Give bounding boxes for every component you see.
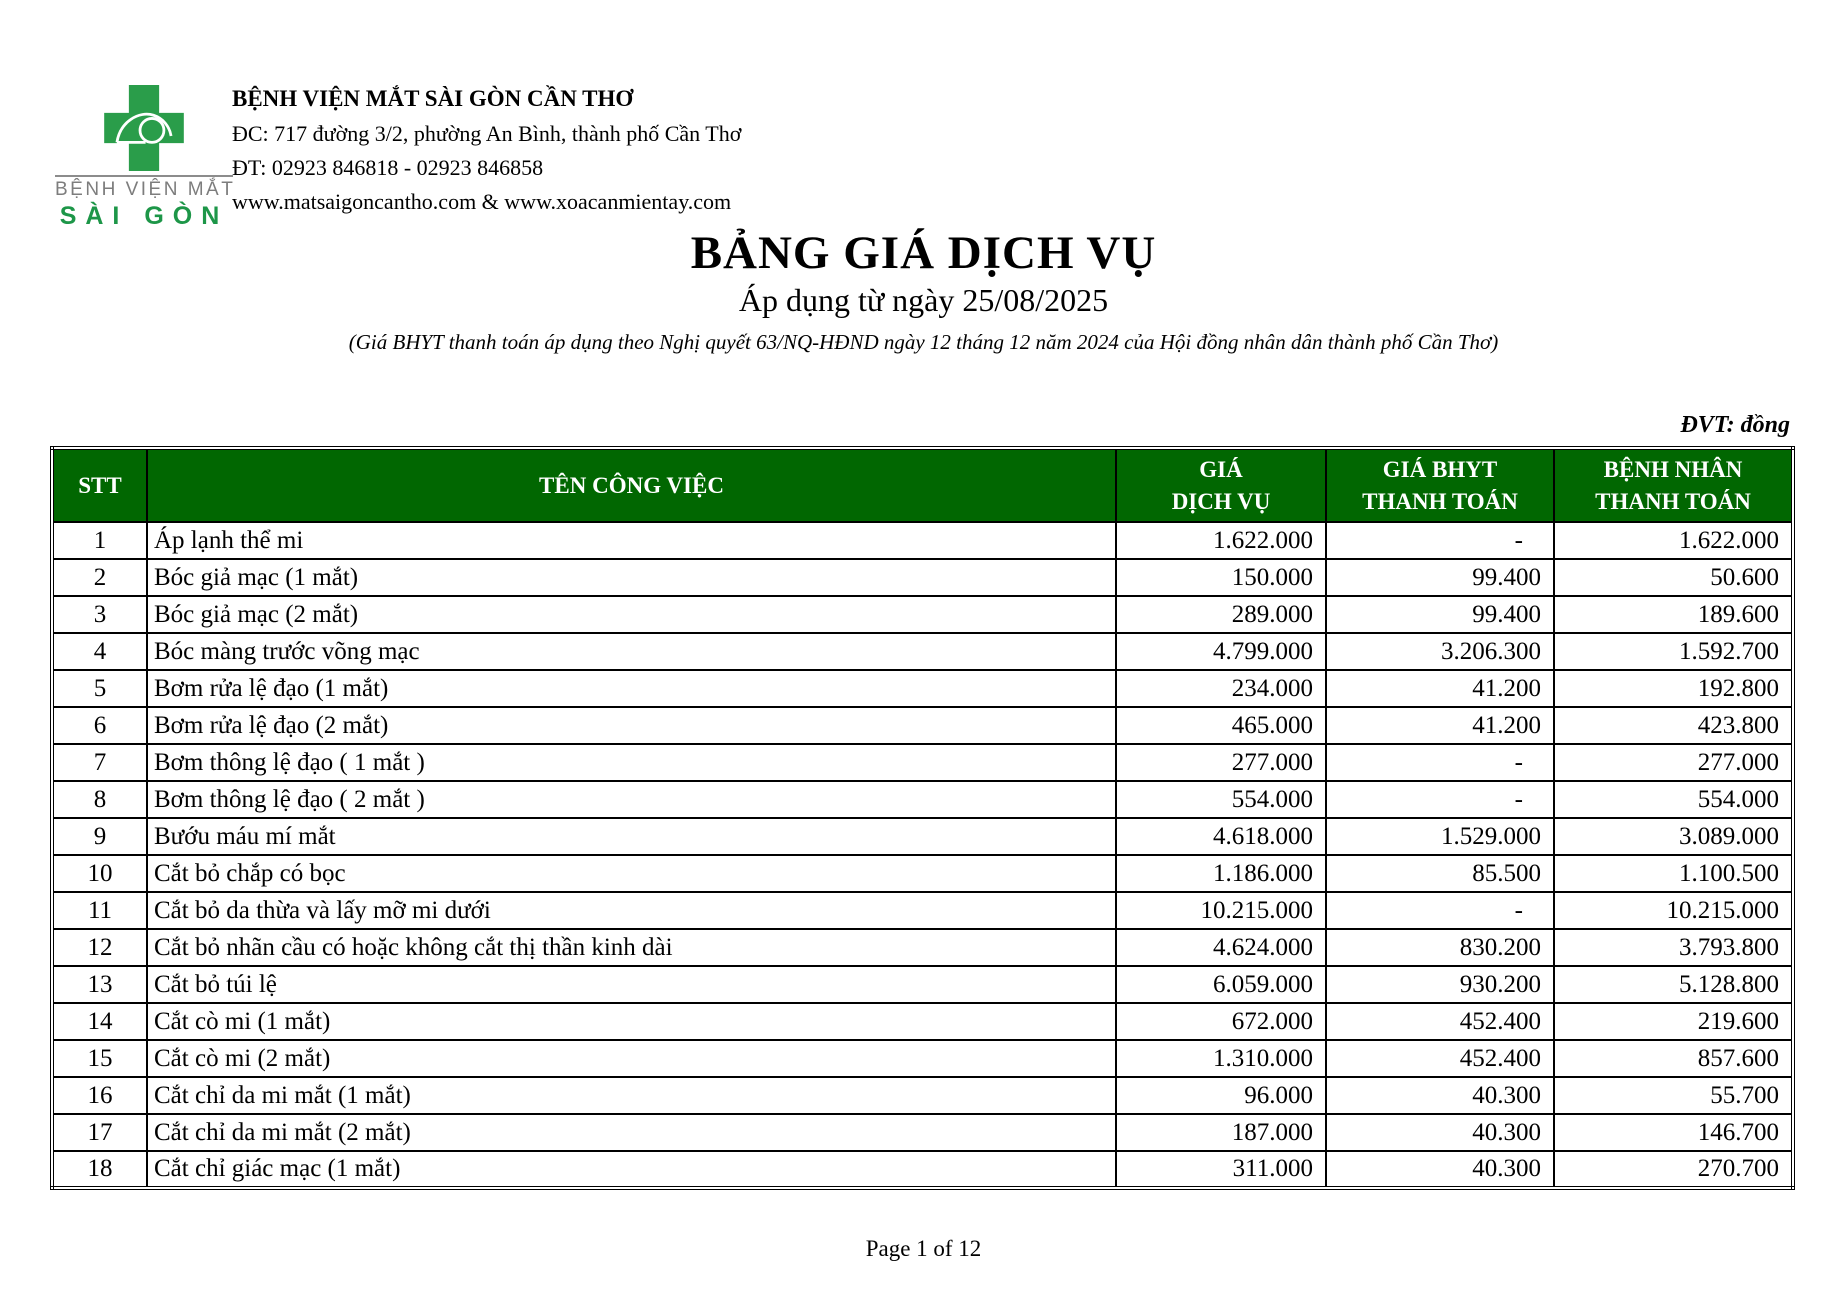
logo-text-sai-gon: SÀI GÒN bbox=[59, 202, 229, 230]
bhyt-note: (Giá BHYT thanh toán áp dụng theo Nghị quyết 63/NQ-HĐND ngày 12 tháng 12 năm 2024 của Hội đồng nhân dân thành phố Cần Thơ) bbox=[348, 330, 1499, 354]
row-benh-nhan: 189.600 bbox=[1554, 596, 1793, 633]
row-benh-nhan: 219.600 bbox=[1554, 1003, 1793, 1040]
row-benh-nhan: 1.100.500 bbox=[1554, 855, 1793, 892]
row-benh-nhan: 1.592.700 bbox=[1554, 633, 1793, 670]
row-name: Cắt chỉ giác mạc (1 mắt) bbox=[147, 1151, 1116, 1188]
row-name: Cắt chỉ da mi mắt (2 mắt) bbox=[147, 1114, 1116, 1151]
row-benh-nhan: 3.089.000 bbox=[1554, 818, 1793, 855]
row-benh-nhan: 192.800 bbox=[1554, 670, 1793, 707]
row-gia-bhyt: 99.400 bbox=[1326, 596, 1554, 633]
row-gia-dich-vu: 554.000 bbox=[1116, 781, 1326, 818]
col-header-benh-nhan bbox=[1554, 448, 1793, 522]
row-stt: 8 bbox=[52, 781, 147, 818]
row-gia-bhyt: 40.300 bbox=[1326, 1151, 1554, 1188]
row-name: Bơm rửa lệ đạo (2 mắt) bbox=[147, 707, 1116, 744]
row-gia-bhyt: 1.529.000 bbox=[1326, 818, 1554, 855]
row-benh-nhan: 10.215.000 bbox=[1554, 892, 1793, 929]
hospital-phone: ĐT: 02923 846818 - 02923 846858 bbox=[232, 155, 544, 180]
row-name: Cắt bỏ chắp có bọc bbox=[147, 855, 1116, 892]
col-header-line: GIÁ BHYT bbox=[1382, 457, 1498, 483]
row-benh-nhan: 270.700 bbox=[1554, 1151, 1793, 1188]
row-gia-dich-vu: 187.000 bbox=[1116, 1114, 1326, 1151]
row-name: Cắt cò mi (2 mắt) bbox=[147, 1040, 1116, 1077]
row-gia-bhyt: 41.200 bbox=[1326, 670, 1554, 707]
row-benh-nhan: 423.800 bbox=[1554, 707, 1793, 744]
row-gia-bhyt: 830.200 bbox=[1326, 929, 1554, 966]
row-name: Bóc màng trước võng mạc bbox=[147, 633, 1116, 670]
col-header-gia-dich-vu bbox=[1116, 448, 1326, 522]
hospital-logo bbox=[55, 85, 236, 231]
table-row bbox=[52, 929, 1793, 966]
row-gia-bhyt: 40.300 bbox=[1326, 1114, 1554, 1151]
row-gia-dich-vu: 4.624.000 bbox=[1116, 929, 1326, 966]
table-row bbox=[52, 1114, 1793, 1151]
row-name: Bóc giả mạc (2 mắt) bbox=[147, 596, 1116, 633]
row-gia-bhyt: 99.400 bbox=[1326, 559, 1554, 596]
row-gia-bhyt: - bbox=[1326, 781, 1554, 818]
table-row bbox=[52, 596, 1793, 633]
row-name: Cắt bỏ túi lệ bbox=[147, 966, 1116, 1003]
col-header-line: GIÁ bbox=[1199, 457, 1243, 483]
row-stt: 2 bbox=[52, 559, 147, 596]
row-stt: 14 bbox=[52, 1003, 147, 1040]
row-name: Cắt cò mi (1 mắt) bbox=[147, 1003, 1116, 1040]
logo-text-benh-vien-mat: BỆNH VIỆN MẮT bbox=[55, 179, 236, 200]
row-gia-dich-vu: 4.799.000 bbox=[1116, 633, 1326, 670]
hospital-address: ĐC: 717 đường 3/2, phường An Bình, thành phố Cần Thơ bbox=[232, 121, 742, 146]
row-gia-dich-vu: 1.622.000 bbox=[1116, 522, 1326, 559]
row-benh-nhan: 277.000 bbox=[1554, 744, 1793, 781]
table-row bbox=[52, 559, 1793, 596]
table-row bbox=[52, 670, 1793, 707]
row-gia-dich-vu: 1.310.000 bbox=[1116, 1040, 1326, 1077]
row-gia-dich-vu: 289.000 bbox=[1116, 596, 1326, 633]
unit-label: ĐVT: đồng bbox=[1680, 412, 1790, 438]
row-benh-nhan: 55.700 bbox=[1554, 1077, 1793, 1114]
table-row bbox=[52, 1040, 1793, 1077]
letterhead bbox=[232, 86, 741, 223]
row-stt: 10 bbox=[52, 855, 147, 892]
row-stt: 9 bbox=[52, 818, 147, 855]
col-header-gia-bhyt bbox=[1326, 448, 1554, 522]
row-name: Bơm rửa lệ đạo (1 mắt) bbox=[147, 670, 1116, 707]
table-row bbox=[52, 966, 1793, 1003]
col-header-line: THANH TOÁN bbox=[1595, 488, 1751, 514]
hospital-name: BỆNH VIỆN MẮT SÀI GÒN CẦN THƠ bbox=[232, 86, 634, 111]
table-header-row bbox=[52, 448, 1793, 522]
row-name: Cắt bỏ da thừa và lấy mỡ mi dưới bbox=[147, 892, 1116, 929]
row-gia-dich-vu: 150.000 bbox=[1116, 559, 1326, 596]
table-row bbox=[52, 744, 1793, 781]
row-gia-bhyt: 85.500 bbox=[1326, 855, 1554, 892]
row-name: Cắt chỉ da mi mắt (1 mắt) bbox=[147, 1077, 1116, 1114]
row-stt: 4 bbox=[52, 633, 147, 670]
row-gia-bhyt: 452.400 bbox=[1326, 1040, 1554, 1077]
row-stt: 1 bbox=[52, 522, 147, 559]
col-header-stt: STT bbox=[52, 448, 147, 522]
row-gia-dich-vu: 10.215.000 bbox=[1116, 892, 1326, 929]
row-benh-nhan: 857.600 bbox=[1554, 1040, 1793, 1077]
row-benh-nhan: 50.600 bbox=[1554, 559, 1793, 596]
row-gia-bhyt: - bbox=[1326, 744, 1554, 781]
table-row bbox=[52, 1151, 1793, 1188]
row-benh-nhan: 1.622.000 bbox=[1554, 522, 1793, 559]
row-gia-bhyt: 40.300 bbox=[1326, 1077, 1554, 1114]
col-header-line: THANH TOÁN bbox=[1362, 488, 1518, 514]
table-row bbox=[52, 855, 1793, 892]
row-stt: 6 bbox=[52, 707, 147, 744]
row-stt: 3 bbox=[52, 596, 147, 633]
eye-cross-icon bbox=[104, 85, 184, 171]
row-gia-bhyt: 3.206.300 bbox=[1326, 633, 1554, 670]
table-row bbox=[52, 707, 1793, 744]
row-gia-dich-vu: 234.000 bbox=[1116, 670, 1326, 707]
row-gia-dich-vu: 277.000 bbox=[1116, 744, 1326, 781]
page-number: Page 1 of 12 bbox=[865, 1236, 982, 1261]
row-stt: 17 bbox=[52, 1114, 147, 1151]
row-benh-nhan: 146.700 bbox=[1554, 1114, 1793, 1151]
row-gia-dich-vu: 672.000 bbox=[1116, 1003, 1326, 1040]
logo-divider bbox=[55, 175, 233, 177]
row-stt: 13 bbox=[52, 966, 147, 1003]
price-table-body bbox=[52, 522, 1793, 1188]
effective-date: Áp dụng từ ngày 25/08/2025 bbox=[738, 282, 1109, 318]
row-name: Bướu máu mí mắt bbox=[147, 818, 1116, 855]
row-gia-dich-vu: 96.000 bbox=[1116, 1077, 1326, 1114]
row-stt: 5 bbox=[52, 670, 147, 707]
row-gia-bhyt: 452.400 bbox=[1326, 1003, 1554, 1040]
row-gia-dich-vu: 311.000 bbox=[1116, 1151, 1326, 1188]
table-row bbox=[52, 781, 1793, 818]
row-benh-nhan: 3.793.800 bbox=[1554, 929, 1793, 966]
row-name: Bóc giả mạc (1 mắt) bbox=[147, 559, 1116, 596]
table-row bbox=[52, 633, 1793, 670]
row-benh-nhan: 554.000 bbox=[1554, 781, 1793, 818]
col-header-line: DỊCH VỤ bbox=[1171, 488, 1271, 514]
row-stt: 12 bbox=[52, 929, 147, 966]
row-gia-bhyt: 41.200 bbox=[1326, 707, 1554, 744]
row-gia-bhyt: 930.200 bbox=[1326, 966, 1554, 1003]
row-gia-dich-vu: 465.000 bbox=[1116, 707, 1326, 744]
row-stt: 16 bbox=[52, 1077, 147, 1114]
row-benh-nhan: 5.128.800 bbox=[1554, 966, 1793, 1003]
table-row bbox=[52, 818, 1793, 855]
row-stt: 7 bbox=[52, 744, 147, 781]
hospital-websites: www.matsaigoncantho.com & www.xoacanmientay.com bbox=[232, 189, 732, 214]
table-row bbox=[52, 522, 1793, 559]
table-row bbox=[52, 1003, 1793, 1040]
table-row bbox=[52, 1077, 1793, 1114]
row-gia-dich-vu: 4.618.000 bbox=[1116, 818, 1326, 855]
row-stt: 18 bbox=[52, 1151, 147, 1188]
page-title: BẢNG GIÁ DỊCH VỤ bbox=[690, 227, 1157, 279]
row-name: Bơm thông lệ đạo ( 1 mắt ) bbox=[147, 744, 1116, 781]
row-stt: 11 bbox=[52, 892, 147, 929]
row-gia-dich-vu: 6.059.000 bbox=[1116, 966, 1326, 1003]
table-row bbox=[52, 892, 1793, 929]
row-name: Bơm thông lệ đạo ( 2 mắt ) bbox=[147, 781, 1116, 818]
row-gia-bhyt: - bbox=[1326, 522, 1554, 559]
row-name: Cắt bỏ nhãn cầu có hoặc không cắt thị thần kinh dài bbox=[147, 929, 1116, 966]
row-name: Áp lạnh thể mi bbox=[147, 522, 1116, 559]
row-gia-dich-vu: 1.186.000 bbox=[1116, 855, 1326, 892]
price-table bbox=[50, 446, 1795, 1190]
row-gia-bhyt: - bbox=[1326, 892, 1554, 929]
row-stt: 15 bbox=[52, 1040, 147, 1077]
col-header-line: BỆNH NHÂN bbox=[1603, 457, 1743, 483]
col-header-ten-cong-viec: TÊN CÔNG VIỆC bbox=[147, 448, 1116, 522]
